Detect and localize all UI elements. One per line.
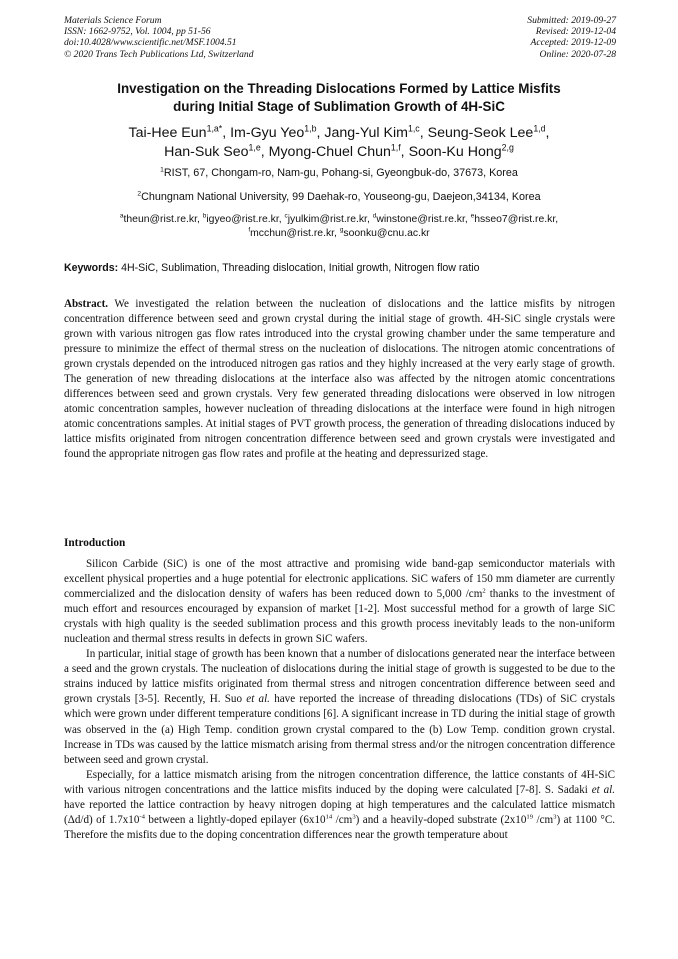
paragraph-text: /cm bbox=[533, 813, 554, 826]
email-marker: b bbox=[202, 212, 207, 220]
affiliation-2 bbox=[40, 191, 638, 204]
author-name: Tai-Hee Eun bbox=[128, 125, 207, 141]
author-separator: , bbox=[545, 125, 550, 141]
paragraph-text: ) at 1100 °C. Therefore the misfits due to the doping concentration differences near the growth temperature about bbox=[64, 813, 615, 841]
author-separator: , bbox=[419, 125, 428, 141]
email-marker: g bbox=[339, 226, 344, 234]
dates-header bbox=[527, 15, 616, 60]
affiliation-marker: 1 bbox=[160, 166, 164, 174]
author-affil-marker: 2,g bbox=[501, 142, 514, 153]
email-marker: c bbox=[284, 212, 288, 220]
author-separator: , bbox=[316, 125, 325, 141]
email-marker: a bbox=[119, 212, 124, 220]
author-separator: , bbox=[400, 144, 409, 160]
paragraph-text: ) and a heavily-doped substrate (2x10 bbox=[355, 813, 527, 826]
doi-line: doi:10.4028/www.scientific.net/MSF.1004.51 bbox=[64, 37, 237, 49]
introduction-section bbox=[64, 557, 615, 843]
keywords-label: Keywords: bbox=[64, 262, 119, 274]
author-separator: , bbox=[222, 125, 231, 141]
exponent: 3 bbox=[352, 813, 356, 821]
journal-name: Materials Science Forum bbox=[64, 15, 162, 26]
exponent: 19 bbox=[526, 813, 534, 821]
author-name: Im-Gyu Yeo bbox=[230, 125, 305, 141]
online-date: Online: 2020-07-28 bbox=[539, 48, 616, 60]
author-list bbox=[40, 124, 638, 162]
submitted-date: Submitted: 2019-09-27 bbox=[527, 15, 616, 26]
email-address[interactable]: igyeo@rist.re.kr, bbox=[206, 214, 285, 225]
title-line-1: Investigation on the Threading Dislocations Formed by Lattice Misfits bbox=[117, 81, 561, 96]
intro-paragraph-1: Silicon Carbide (SiC) is one of the most attractive and promising wide band-gap semiconductor materials with excellent physical properties and a huge potential for electronic applications. SiC wafers of 150 mm diameter are currently commercialized and the dislocation density of wafers has been reduced down to 5,000 $/cm^2$ thanks to the investment of much effort and resources encouraged by expansion of market [1-2]. Most successful method for a growth of large SiC crystals with high quality is the seeded sublimation process and this growth process inevitably leads to the non-uniform nucleation and thermal stress results in defects in grown SiC wafers. bbox=[64, 558, 616, 646]
journal-header bbox=[64, 15, 254, 60]
affiliation-marker: 2 bbox=[137, 190, 142, 198]
keywords-line bbox=[64, 262, 624, 275]
affiliation-text: Chungnam National University, 99 Daehak-ro, Youseong-gu, Daejeon,34134, Korea bbox=[141, 191, 541, 203]
email-address[interactable]: winstone@rist.re.kr, bbox=[376, 214, 471, 225]
abstract-label: Abstract. bbox=[64, 298, 109, 310]
paragraph-text: /cm bbox=[332, 813, 353, 826]
paragraph-text: Especially, for a lattice mismatch arising from the nitrogen concentration difference, the lattice constants of 4H-SiC with various nitrogen concentrations and the lattice misfits induced by the doping were calculated [7-8]. S. Sadaki bbox=[64, 768, 615, 796]
author-name: Soon-Ku Hong bbox=[408, 144, 502, 160]
et-al-italic: et al. bbox=[591, 783, 616, 796]
title-line-2: during Initial Stage of Sublimation Growth of 4H-SiC bbox=[173, 98, 505, 114]
author-affil-marker: 1,a* bbox=[206, 123, 223, 134]
author-name: Han-Suk Seo bbox=[164, 144, 249, 160]
intro-paragraph-2 bbox=[64, 647, 615, 767]
author-name: Seung-Seok Lee bbox=[427, 125, 534, 141]
paragraph-text: have reported the lattice contraction by heavy nitrogen doping at high temperatures and the calculated lattice mismatch (Δd/d) of 1.7x10 bbox=[64, 798, 615, 826]
et-al-italic: et al. bbox=[246, 693, 270, 706]
exponent: 14 bbox=[325, 813, 333, 821]
abstract-text: We investigated the relation between the nucleation of dislocations and the lattice misfits by nitrogen concentration difference between seed and grown crystal during the initial stage of growth. 4H-SiC single crystals were grown with various nitrogen gas flow rates introduced into the crystal growing chamber under the same temperature and pressure to minimize the effect of thermal stress on the nucleation of dislocations. The nitrogen atomic concentrations of grown crystals depended on the introduced nitrogen gas ratios and they highly increased at the very early stage of growth. The generation of new threading dislocations at the interface also was affected by the nitrogen atomic concentrations differences between seed and grown crystals. Very few generated threading dislocations were observed in low nitrogen atomic concentration samples, however nucleation of threading dislocations at the interface were found in high nitrogen atomic concentrations samples. At initial stages of PVT growth process, the generation of threading dislocations induced by lattice misfits originated from nitrogen concentration difference between seed and grown crystals were investigated and found the appropriate nitrogen gas flow rates and profile at the heating and depressurized stage. bbox=[64, 298, 615, 461]
author-affil-marker: 1,c bbox=[407, 123, 420, 134]
email-marker: e bbox=[470, 212, 475, 220]
email-address[interactable]: mcchun@rist.re.kr, bbox=[250, 228, 340, 239]
email-address[interactable]: theun@rist.re.kr, bbox=[123, 214, 203, 225]
intro-paragraph-3 bbox=[64, 768, 615, 843]
copyright-line: © 2020 Trans Tech Publications Ltd, Switzerland bbox=[64, 48, 254, 60]
paragraph-text: have reported the increase of threading dislocations (TDs) of SiC crystals which were grown under different temperature conditions [6]. A significant increase in TD during the initial stage of growth was observed in the (a) High Temp. condition grown crystal compared to the (b) Low Temp. condition grown crystal. Increase in TDs was caused by the lattice mismatch arising from thermal stress and/or the nitrogen concentration difference between seed and grown crystal. bbox=[64, 693, 615, 766]
author-emails bbox=[40, 213, 638, 241]
exponent: 3 bbox=[553, 813, 557, 821]
author-affil-marker: 1,d bbox=[533, 123, 546, 134]
email-address[interactable]: jyulkim@rist.re.kr, bbox=[287, 214, 373, 225]
keywords-text: 4H-SiC, Sublimation, Threading dislocation, Initial growth, Nitrogen flow ratio bbox=[118, 262, 480, 274]
issn-line: ISSN: 1662-9752, Vol. 1004, pp 51-56 bbox=[64, 26, 211, 38]
author-affil-marker: 1,e bbox=[248, 142, 261, 153]
author-separator: , bbox=[260, 144, 269, 160]
revised-date: Revised: 2019-12-04 bbox=[535, 26, 616, 38]
accepted-date: Accepted: 2019-12-09 bbox=[530, 37, 616, 49]
email-marker: d bbox=[372, 212, 377, 220]
introduction-heading: Introduction bbox=[64, 537, 126, 549]
affiliation-1 bbox=[40, 167, 638, 180]
paragraph-text: between a lightly-doped epilayer (6x10 bbox=[144, 813, 326, 826]
exponent: -4 bbox=[139, 813, 145, 821]
email-address[interactable]: hsseo7@rist.re.kr, bbox=[474, 214, 559, 225]
email-marker: f bbox=[248, 226, 251, 234]
paper-title bbox=[40, 80, 638, 115]
author-name: Jang-Yul Kim bbox=[324, 125, 408, 141]
affiliation-text: RIST, 67, Chongam-ro, Nam-gu, Pohang-si, Gyeongbuk-do, 37673, Korea bbox=[163, 167, 518, 179]
email-address[interactable]: soonku@cnu.ac.kr bbox=[343, 228, 430, 239]
paragraph-text: In particular, initial stage of growth has been known that a number of dislocations generated near the interface between a seed and the grown crystals. The nucleation of dislocations during the initial stage of growth is suggested to be due to the strains induced by lattice misfits originated from thermal stress and nitrogen concentration difference between seed and grown crystals [3-5]. Recently, H. Suo bbox=[64, 648, 615, 706]
abstract-paragraph bbox=[64, 297, 615, 463]
author-name: Myong-Chuel Chun bbox=[268, 144, 391, 160]
author-affil-marker: 1,b bbox=[304, 123, 317, 134]
author-affil-marker: 1,f bbox=[390, 142, 401, 153]
